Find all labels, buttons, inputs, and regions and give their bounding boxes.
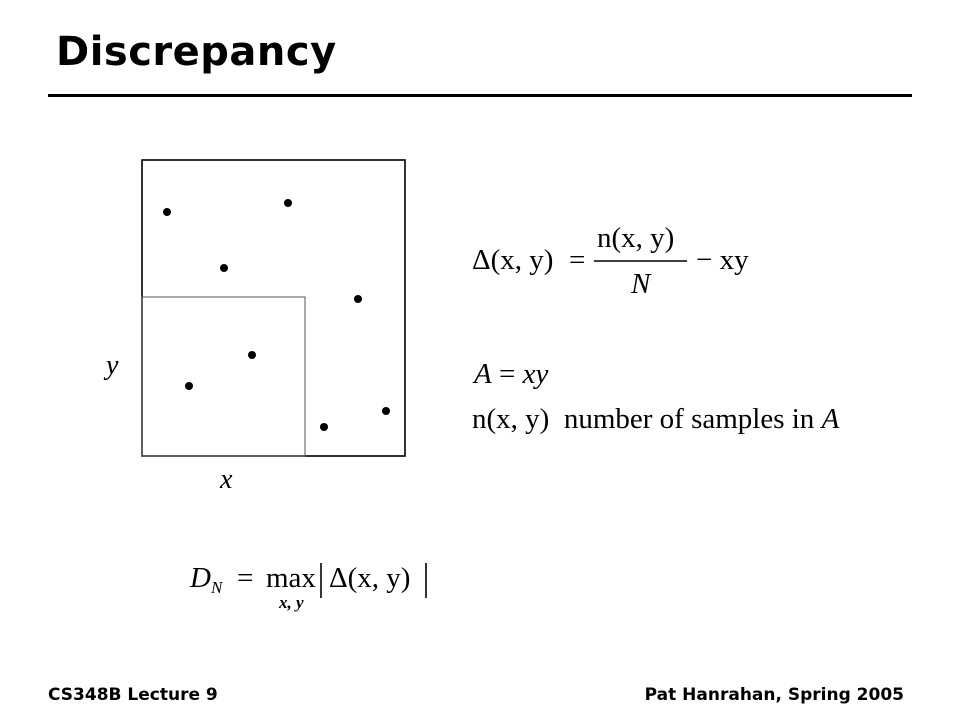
footer-author: Pat Hanrahan, Spring 2005 <box>644 685 904 705</box>
sample-point <box>284 199 292 207</box>
unit-square <box>142 160 405 456</box>
delta-tail: − xy <box>696 244 749 276</box>
delta-equals: = <box>569 244 586 276</box>
sample-point <box>382 407 390 415</box>
dn-max-subscript: x, y <box>279 593 304 612</box>
delta-lhs: Δ(x, y) <box>472 244 554 276</box>
delta-denominator: N <box>631 268 651 300</box>
dn-lhs: $D_N$ <box>190 562 223 597</box>
sample-point <box>163 208 171 216</box>
delta-numerator: n(x, y) <box>597 222 675 254</box>
dn-equals: = <box>237 562 254 594</box>
sample-point <box>320 423 328 431</box>
sample-point <box>185 382 193 390</box>
region-a <box>142 297 305 456</box>
slide-title: Discrepancy <box>56 29 337 75</box>
footer-course: CS348B Lecture 9 <box>48 685 218 705</box>
dn-argument: Δ(x, y) <box>329 562 411 594</box>
sample-point <box>354 295 362 303</box>
dn-max-operator: max <box>266 562 316 594</box>
sample-point <box>220 264 228 272</box>
axis-x-label: x <box>220 464 233 495</box>
area-equation: A = xy <box>474 358 549 390</box>
axis-y-label: y <box>106 350 119 381</box>
count-definition: n(x, y) number of samples in A <box>472 403 840 435</box>
sample-point <box>248 351 256 359</box>
